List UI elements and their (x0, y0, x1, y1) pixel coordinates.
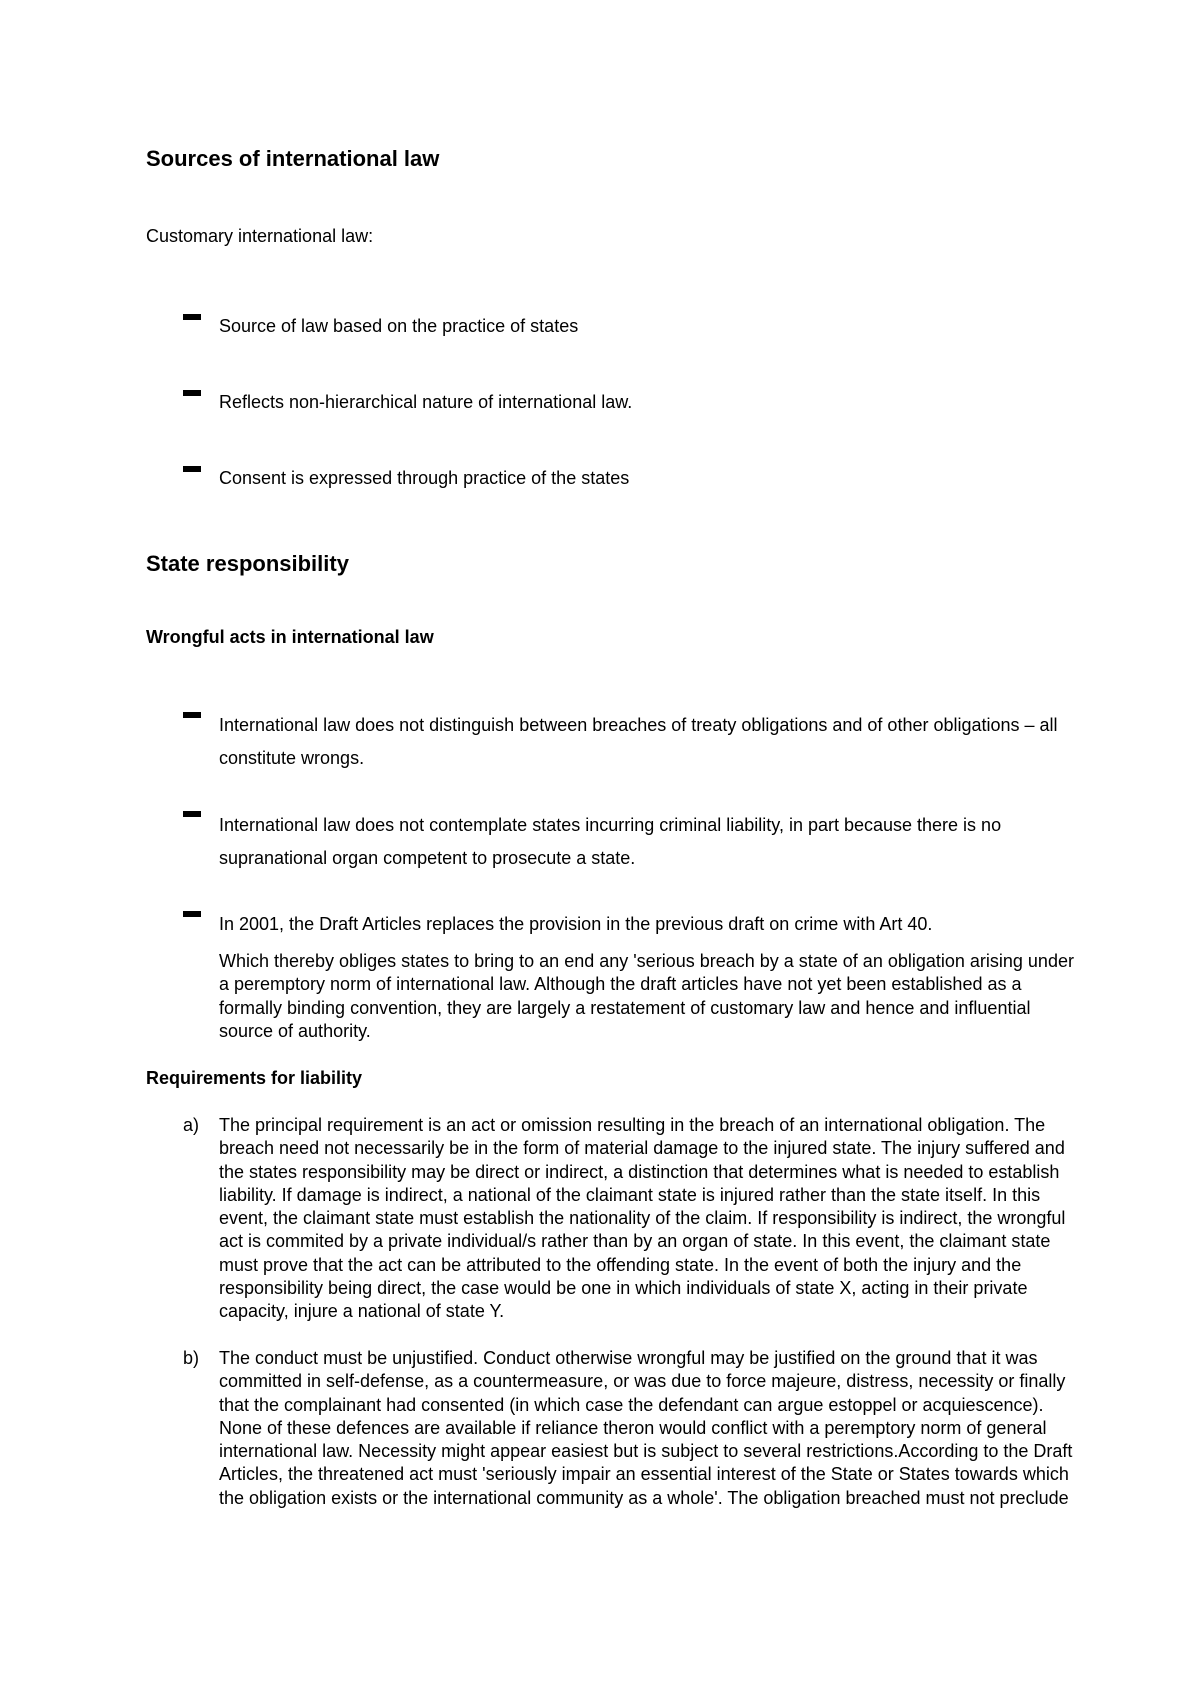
list-marker-b: b) (183, 1348, 200, 1368)
bullet-item: Source of law based on the practice of states (219, 316, 579, 336)
dash-bullet-icon (183, 390, 201, 396)
list-marker-a: a) (183, 1115, 200, 1135)
bullet-item: In 2001, the Draft Articles replaces the provision in the previous draft on crime with Art 40. (219, 914, 933, 934)
dash-bullet-icon (183, 811, 201, 817)
dash-bullet-icon (183, 712, 201, 718)
bullet-item: Consent is expressed through practice of the states (219, 468, 630, 488)
list-item-a: The principal requirement is an act or omission resulting in the breach of an international obligation. The breach need not necessarily be in the form of material damage to the injured state. The injury suffered and the states responsibility may be direct or indirect, a distinction that determines what is needed to establish liability. If damage is indirect, a national of the claimant state is injured rather than the state itself. In this event, the claimant state must establish the nationality of the claim. If responsibility is indirect, the wrongful act is commited by a private individual/s rather than by an organ of state. In this event, the claimant state must prove that the act can be attributed to the offending state. In the event of both the injury and the responsibility being direct, the case would be one in which individuals of state X, acting in their private capacity, injure a national of state Y. (219, 1115, 1066, 1322)
dash-bullet-icon (183, 314, 201, 320)
bullet-continuation-paragraph: Which thereby obliges states to bring to an end any 'serious breach by a state of an obligation arising under a peremptory norm of international law. Although the draft articles have not yet been established as a formally binding convention, they are largely a restatement of customary law and hence and influential source of authority. (219, 951, 1074, 1041)
bullet-item: Reflects non-hierarchical nature of international law. (219, 392, 633, 412)
heading-sources-of-international-law: Sources of international law (146, 146, 440, 171)
intro-customary-law: Customary international law: (146, 226, 374, 246)
subheading-requirements-for-liability: Requirements for liability (146, 1068, 363, 1088)
bullet-item: International law does not distinguish between breaches of treaty obligations and of other obligations – all constitute wrongs. (219, 715, 1058, 768)
list-item-b: The conduct must be unjustified. Conduct otherwise wrongful may be justified on the ground that it was committed in self-defense, as a countermeasure, or was due to force majeure, distress, necessity or finally that the complainant had consented (in which case the defendant can argue estoppel or acquiescence). None of these defences are available if reliance theron would conflict with a peremptory norm of general international law. Necessity might appear easiest but is subject to several restrictions.According to the Draft Articles, the threatened act must 'seriously impair an essential interest of the State or States towards which the obligation exists or the international community as a whole'. The obligation breached must not preclude (219, 1348, 1073, 1508)
heading-state-responsibility: State responsibility (146, 551, 349, 576)
subheading-wrongful-acts: Wrongful acts in international law (146, 627, 434, 647)
dash-bullet-icon (183, 466, 201, 472)
bullet-item: International law does not contemplate states incurring criminal liability, in part because there is no supranational organ competent to prosecute a state. (219, 815, 1002, 868)
dash-bullet-icon (183, 911, 201, 917)
